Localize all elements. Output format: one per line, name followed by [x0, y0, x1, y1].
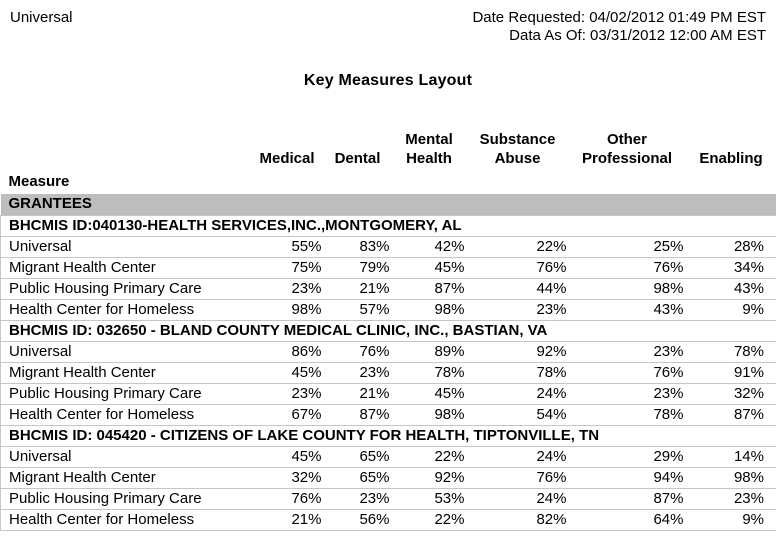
table-row — [1, 279, 776, 300]
value-cell: 32% — [251, 468, 324, 489]
value-cell: 14% — [686, 447, 776, 468]
value-cell: 78% — [686, 342, 776, 363]
value-cell: 23% — [324, 489, 392, 510]
value-cell: 94% — [569, 468, 686, 489]
value-cell: 98% — [392, 300, 467, 321]
report-header — [0, 0, 776, 45]
value-cell: 76% — [467, 258, 569, 279]
measure-cell: Universal — [1, 342, 251, 363]
value-cell: 25% — [569, 237, 686, 258]
value-cell: 56% — [324, 510, 392, 531]
value-cell: 89% — [392, 342, 467, 363]
value-cell: 23% — [324, 363, 392, 384]
value-cell: 92% — [467, 342, 569, 363]
value-cell: 98% — [392, 405, 467, 426]
value-cell: 76% — [569, 258, 686, 279]
value-cell: 22% — [392, 510, 467, 531]
value-cell: 98% — [251, 300, 324, 321]
measure-cell: Public Housing Primary Care — [1, 279, 251, 300]
measure-cell: Public Housing Primary Care — [1, 384, 251, 405]
value-cell: 76% — [569, 363, 686, 384]
value-cell: 21% — [324, 384, 392, 405]
value-cell: 21% — [324, 279, 392, 300]
value-cell: 87% — [324, 405, 392, 426]
table-row — [1, 510, 776, 531]
value-cell: 24% — [467, 384, 569, 405]
value-cell: 76% — [467, 468, 569, 489]
value-cell: 55% — [251, 237, 324, 258]
value-cell: 64% — [569, 510, 686, 531]
measure-cell: Health Center for Homeless — [1, 405, 251, 426]
value-cell: 24% — [467, 489, 569, 510]
value-cell: 83% — [324, 237, 392, 258]
value-cell: 45% — [392, 384, 467, 405]
value-cell: 91% — [686, 363, 776, 384]
value-cell: 22% — [467, 237, 569, 258]
grantee-id-line: BHCMIS ID:040130-HEALTH SERVICES,INC.,MONTGOMERY, AL — [1, 216, 776, 237]
table-row — [1, 300, 776, 321]
value-cell: 44% — [467, 279, 569, 300]
value-cell: 23% — [251, 384, 324, 405]
value-cell: 28% — [686, 237, 776, 258]
measure-cell: Public Housing Primary Care — [1, 489, 251, 510]
table-row — [1, 468, 776, 489]
column-header-row — [1, 130, 776, 170]
column-header-dental: Dental — [334, 150, 381, 167]
value-cell: 76% — [324, 342, 392, 363]
value-cell: 23% — [569, 384, 686, 405]
value-cell: 32% — [686, 384, 776, 405]
date-requested: Date Requested: 04/02/2012 01:49 PM EST — [472, 9, 766, 26]
table-row — [1, 489, 776, 510]
value-cell: 78% — [392, 363, 467, 384]
grantees-label: GRANTEES — [1, 194, 776, 216]
value-cell: 54% — [467, 405, 569, 426]
value-cell: 87% — [686, 405, 776, 426]
table-row — [1, 342, 776, 363]
measure-cell: Migrant Health Center — [1, 468, 251, 489]
page-title: Key Measures Layout — [303, 72, 473, 89]
report-scope-label: Universal — [10, 9, 73, 26]
value-cell: 86% — [251, 342, 324, 363]
measures-table — [0, 130, 776, 531]
value-cell: 79% — [324, 258, 392, 279]
value-cell: 98% — [686, 468, 776, 489]
value-cell: 98% — [569, 279, 686, 300]
value-cell: 22% — [392, 447, 467, 468]
value-cell: 78% — [569, 405, 686, 426]
grantee-section-header — [1, 321, 776, 342]
grantee-id-line: BHCMIS ID: 045420 - CITIZENS OF LAKE COUNTY FOR HEALTH, TIPTONVILLE, TN — [1, 426, 776, 447]
value-cell: 75% — [251, 258, 324, 279]
value-cell: 24% — [467, 447, 569, 468]
value-cell: 23% — [686, 489, 776, 510]
table-row — [1, 258, 776, 279]
grantee-section-header — [1, 216, 776, 237]
value-cell: 23% — [467, 300, 569, 321]
value-cell: 9% — [686, 510, 776, 531]
value-cell: 65% — [324, 447, 392, 468]
report-dates — [472, 9, 766, 45]
value-cell: 87% — [392, 279, 467, 300]
value-cell: 23% — [569, 342, 686, 363]
value-cell: 57% — [324, 300, 392, 321]
measure-label-row — [1, 170, 776, 194]
value-cell: 87% — [569, 489, 686, 510]
table-row — [1, 384, 776, 405]
table-row — [1, 363, 776, 384]
measure-cell: Universal — [1, 447, 251, 468]
value-cell: 43% — [569, 300, 686, 321]
grantee-id-line: BHCMIS ID: 032650 - BLAND COUNTY MEDICAL CLINIC, INC., BASTIAN, VA — [1, 321, 776, 342]
value-cell: 67% — [251, 405, 324, 426]
measure-cell: Health Center for Homeless — [1, 300, 251, 321]
measure-cell: Health Center for Homeless — [1, 510, 251, 531]
table-row — [1, 405, 776, 426]
measure-cell: Migrant Health Center — [1, 258, 251, 279]
column-header-other-professional: Other Professional — [581, 131, 673, 167]
measure-column-spacer — [1, 130, 251, 170]
value-cell: 29% — [569, 447, 686, 468]
value-cell: 45% — [251, 363, 324, 384]
measure-label: Measure — [8, 173, 70, 190]
grantee-section-header — [1, 426, 776, 447]
value-cell: 65% — [324, 468, 392, 489]
measure-cell: Migrant Health Center — [1, 363, 251, 384]
value-cell: 78% — [467, 363, 569, 384]
table-row — [1, 447, 776, 468]
value-cell: 82% — [467, 510, 569, 531]
measure-cell: Universal — [1, 237, 251, 258]
value-cell: 76% — [251, 489, 324, 510]
value-cell: 21% — [251, 510, 324, 531]
value-cell: 43% — [686, 279, 776, 300]
column-header-enabling: Enabling — [699, 150, 763, 167]
value-cell: 23% — [251, 279, 324, 300]
column-header-mental-health: Mental Health — [405, 131, 453, 167]
column-header-substance-abuse: Substance Abuse — [479, 131, 556, 167]
value-cell: 45% — [392, 258, 467, 279]
table-row — [1, 237, 776, 258]
value-cell: 34% — [686, 258, 776, 279]
grantees-band — [1, 194, 776, 216]
value-cell: 53% — [392, 489, 467, 510]
value-cell: 9% — [686, 300, 776, 321]
column-header-medical: Medical — [259, 150, 315, 167]
value-cell: 42% — [392, 237, 467, 258]
value-cell: 92% — [392, 468, 467, 489]
value-cell: 45% — [251, 447, 324, 468]
data-as-of: Data As Of: 03/31/2012 12:00 AM EST — [509, 27, 766, 44]
